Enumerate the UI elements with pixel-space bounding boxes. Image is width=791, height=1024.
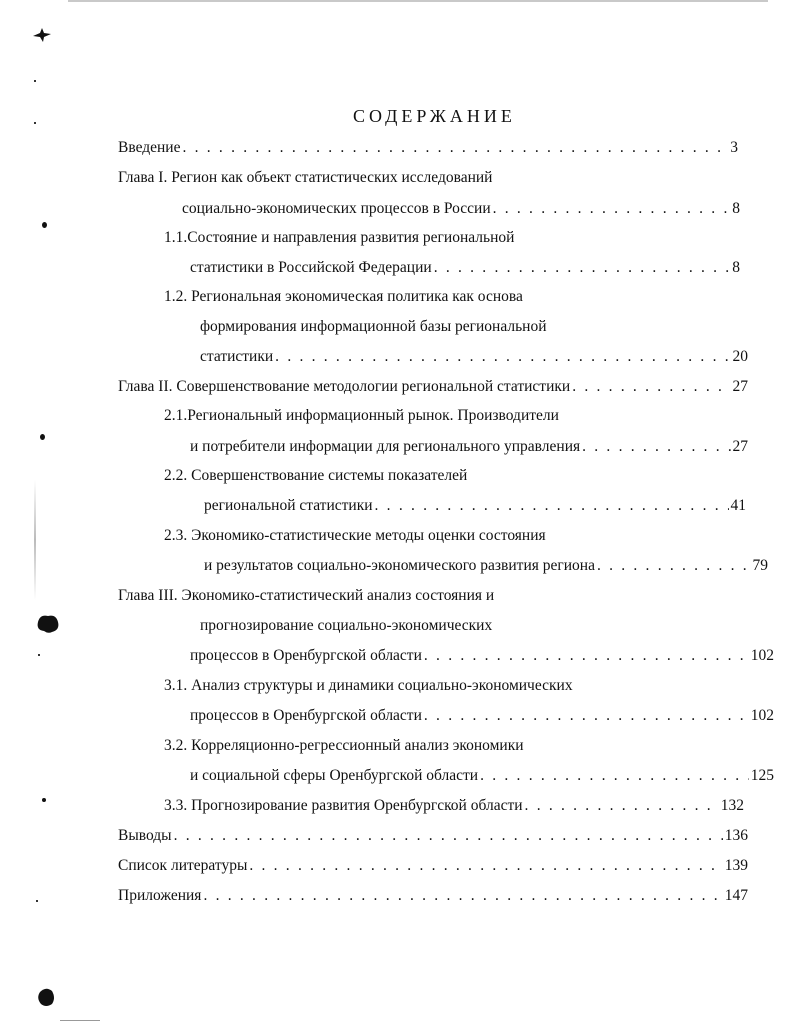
scan-top-edge	[68, 0, 768, 2]
dot-leader	[424, 706, 749, 726]
toc-page-number: 8	[732, 259, 740, 276]
toc-entry-text: Глава II. Совершенствование методологии региональной статистики	[118, 378, 571, 395]
toc-entry-appendix[interactable]	[118, 886, 748, 906]
toc-entry-intro[interactable]	[118, 138, 738, 158]
toc-section-3-2-line1: 3.2. Корреляционно-регрессионный анализ экономики	[164, 737, 524, 754]
scan-artifact-dot	[42, 798, 46, 802]
dot-leader	[480, 766, 749, 786]
toc-section-3-1-line1: 3.1. Анализ структуры и динамики социально-экономических	[164, 677, 573, 694]
toc-entry-text: региональной статистики	[204, 497, 373, 514]
toc-page-number: 27	[732, 378, 748, 395]
toc-entry-text: статистики	[200, 348, 274, 365]
scan-artifact-dot	[42, 222, 47, 228]
scan-bottom-edge	[60, 1020, 100, 1021]
toc-page-number: 125	[750, 767, 774, 784]
toc-page-number: 41	[730, 497, 746, 514]
toc-page-number: 102	[750, 707, 774, 724]
toc-chapter-3-line1: Глава III. Экономико-статистический анализ состояния и	[118, 587, 495, 604]
dot-leader	[434, 258, 731, 278]
page-title: СОДЕРЖАНИЕ	[353, 106, 516, 126]
scan-speck	[38, 654, 40, 656]
toc-entry-text: и социальной сферы Оренбургской области	[190, 767, 479, 784]
toc-entry-section-1-1[interactable]	[190, 258, 740, 278]
scan-artifact-mark	[32, 28, 52, 42]
toc-entry-chapter-1[interactable]	[182, 199, 740, 219]
dot-leader	[203, 886, 722, 906]
toc-entry-conclusions[interactable]	[118, 826, 748, 846]
toc-entry-section-2-3[interactable]	[204, 556, 768, 576]
dot-leader	[493, 199, 731, 219]
toc-entry-text: Список литературы	[118, 857, 248, 874]
toc-page-number: 102	[750, 647, 774, 664]
toc-entry-text: статистики в Российской Федерации	[190, 259, 432, 276]
toc-entry-text: Введение	[118, 139, 181, 156]
toc-entry-text: социально-экономических процессов в России	[182, 200, 491, 217]
toc-page-number: 132	[720, 797, 744, 814]
toc-entry-text: Выводы	[118, 827, 172, 844]
toc-section-1-1-line1: 1.1.Состояние и направления развития региональной	[164, 229, 515, 246]
dot-leader	[182, 138, 728, 158]
scan-speck	[34, 80, 36, 82]
toc-section-1-2-line2: формирования информационной базы региональной	[200, 318, 547, 335]
dot-leader	[424, 646, 749, 666]
scan-artifact-blob	[36, 612, 60, 634]
toc-page-number: 147	[724, 887, 748, 904]
dot-leader	[525, 796, 719, 816]
toc-entry-section-3-3[interactable]	[164, 796, 744, 816]
toc-section-2-3-line1: 2.3. Экономико-статистические методы оценки состояния	[164, 527, 546, 544]
toc-page-number: 20	[732, 348, 748, 365]
toc-page-number: 136	[724, 827, 748, 844]
toc-entry-text: процессов в Оренбургской области	[190, 707, 422, 724]
toc-entry-section-2-2[interactable]	[204, 496, 746, 516]
toc-entry-chapter-3[interactable]	[190, 646, 774, 666]
dot-leader	[597, 556, 751, 576]
toc-page-number: 27	[732, 438, 748, 455]
toc-entry-section-3-2[interactable]	[190, 766, 774, 786]
toc-entry-text: Приложения	[118, 887, 202, 904]
scan-speck	[36, 900, 38, 902]
toc-entry-text: и результатов социально-экономического развития региона	[204, 557, 595, 574]
toc-section-2-2-line1: 2.2. Совершенствование системы показателей	[164, 467, 468, 484]
scan-artifact-dot	[40, 434, 45, 440]
dot-leader	[275, 347, 730, 367]
toc-section-2-1-line1: 2.1.Региональный информационный рынок. Производители	[164, 407, 559, 424]
toc-entry-references[interactable]	[118, 856, 748, 876]
dot-leader	[572, 377, 730, 397]
dot-leader	[582, 437, 730, 457]
toc-entry-text: 3.3. Прогнозирование развития Оренбургской области	[164, 797, 523, 814]
dot-leader	[249, 856, 722, 876]
toc-chapter-3-line2: прогнозирование социально-экономических	[200, 617, 493, 634]
toc-page-number: 3	[730, 139, 738, 156]
toc-entry-chapter-2[interactable]	[118, 377, 748, 397]
toc-entry-section-1-2[interactable]	[200, 347, 748, 367]
toc-entry-section-3-1[interactable]	[190, 706, 774, 726]
toc-section-1-2-line1: 1.2. Региональная экономическая политика как основа	[164, 288, 523, 305]
scan-artifact-blob	[36, 986, 56, 1008]
dot-leader	[375, 496, 729, 516]
dot-leader	[174, 826, 723, 846]
toc-entry-text: и потребители информации для регионального управления	[190, 438, 581, 455]
toc-entry-text: процессов в Оренбургской области	[190, 647, 422, 664]
toc-page-number: 139	[724, 857, 748, 874]
scan-edge-shadow	[34, 480, 36, 600]
toc-page-number: 8	[732, 200, 740, 217]
toc-page-number: 79	[752, 557, 768, 574]
toc-entry-section-2-1[interactable]	[190, 437, 748, 457]
toc-chapter-1-line1: Глава I. Регион как объект статистических исследований	[118, 169, 493, 186]
